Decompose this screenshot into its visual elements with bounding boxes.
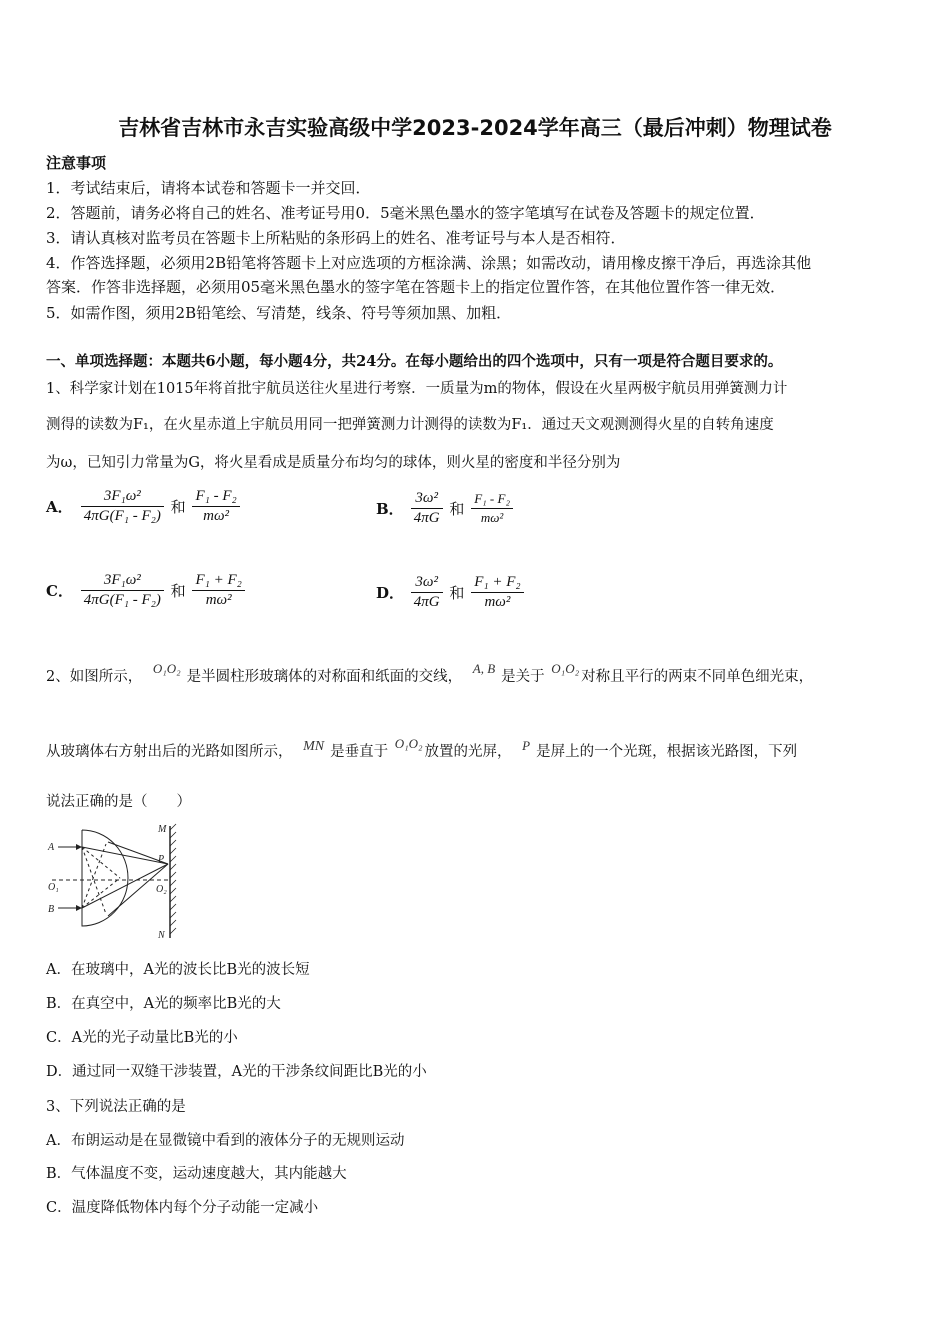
q2-text: 对称且平行的两束不同单色细光束， bbox=[581, 669, 814, 685]
radius-fraction bbox=[192, 488, 239, 525]
q1-option-d bbox=[376, 574, 524, 611]
density-fraction bbox=[411, 574, 443, 611]
q2-text: 是垂直于 bbox=[330, 744, 389, 760]
label-o1: O₁ bbox=[48, 882, 59, 893]
density-fraction bbox=[81, 572, 164, 609]
notice-item: 1．考试结束后，请将本试卷和答题卡一并交回． bbox=[46, 179, 371, 197]
optics-diagram bbox=[46, 822, 186, 942]
exam-title: 吉林省吉林市永吉实验高级中学2023-2024学年高三（最后冲刺）物理试卷 bbox=[118, 116, 832, 140]
fraction-denominator: mω² bbox=[205, 592, 232, 608]
density-fraction bbox=[81, 488, 164, 525]
symbol-o1o2: O₁O₂ bbox=[152, 661, 181, 676]
fraction-numerator: F₁ - F₂ bbox=[471, 491, 513, 509]
label-n: N bbox=[158, 930, 165, 941]
fraction-numerator: F₁ + F₂ bbox=[471, 574, 523, 593]
fraction-denominator: mω² bbox=[480, 510, 504, 525]
q2-option-d: D．通过同一双缝干涉装置，A光的干涉条纹间距比B光的小 bbox=[46, 1064, 427, 1080]
q2-text: 是半圆柱形玻璃体的对称面和纸面的交线， bbox=[186, 669, 463, 685]
arrow-b-icon bbox=[76, 905, 82, 911]
label-o2: O₂ bbox=[156, 884, 167, 895]
fraction-numerator: F₁ + F₂ bbox=[192, 572, 244, 591]
symbol-ab: A, B bbox=[472, 661, 496, 676]
fraction-denominator: mω² bbox=[203, 508, 230, 524]
section-heading: 一、单项选择题：本题共6小题，每小题4分，共24分。在每小题给出的四个选项中，只有一项是符合题目要求的。 bbox=[46, 353, 783, 370]
q2-option-c: C．A光的光子动量比B光的小 bbox=[46, 1030, 238, 1046]
fraction-denominator: 4πG(F₁ - F₂) bbox=[83, 508, 161, 524]
label-p: P bbox=[158, 854, 165, 865]
fraction-denominator: 4πG bbox=[413, 594, 440, 610]
symbol-mn: MN bbox=[303, 739, 325, 754]
label-b: B bbox=[48, 904, 55, 915]
q1-stem-line: 1、科学家计划在1015年将首批宇航员送往火星进行考察．一质量为m的物体，假设在火星两极宇航员用弹簧测力计 bbox=[46, 381, 788, 397]
notice-item: 答案．作答非选择题，必须用05毫米黑色墨水的签字笔在答题卡上的指定位置作答，在其他位置作答一律无效． bbox=[46, 278, 786, 296]
notice-item: 3．请认真核对监考员在答题卡上所粘贴的条形码上的姓名、准考证号与本人是否相符． bbox=[46, 229, 626, 247]
symbol-o1o2: O₁O₂ bbox=[551, 661, 580, 676]
radius-fraction bbox=[471, 491, 513, 526]
option-label: D． bbox=[376, 584, 405, 602]
ray-b-internal bbox=[82, 878, 120, 908]
q2-text: 是关于 bbox=[501, 669, 545, 685]
q3-option-c: C．温度降低物体内每个分子动能一定减小 bbox=[46, 1200, 319, 1216]
and-word: 和 bbox=[449, 500, 465, 518]
q3-option-b: B．气体温度不变，运动速度越大，其内能越大 bbox=[46, 1166, 347, 1182]
density-fraction bbox=[411, 490, 443, 527]
fraction-denominator: 4πG bbox=[413, 510, 440, 526]
fraction-numerator: 3ω² bbox=[411, 490, 443, 509]
q1-stem-line: 测得的读数为F₁，在火星赤道上宇航员用同一把弹簧测力计测得的读数为F₁．通过天文观测测得火星的自转角速度 bbox=[46, 417, 774, 433]
and-word: 和 bbox=[170, 582, 186, 600]
fraction-numerator: 3F₁ω² bbox=[81, 572, 164, 591]
q2-stem-line bbox=[46, 661, 814, 686]
option-label: C． bbox=[46, 582, 73, 600]
arrow-a-icon bbox=[76, 844, 82, 850]
q1-option-b bbox=[376, 490, 513, 527]
ray-a-internal bbox=[82, 847, 120, 878]
q2-text: 是屏上的一个光斑，根据该光路图，下列 bbox=[536, 744, 798, 760]
radius-fraction bbox=[471, 574, 523, 611]
q3-stem: 3、下列说法正确的是 bbox=[46, 1099, 186, 1115]
q2-option-a: A．在玻璃中，A光的波长比B光的波长短 bbox=[46, 962, 310, 978]
q2-option-b: B．在真空中，A光的频率比B光的大 bbox=[46, 996, 281, 1012]
screen-hatch bbox=[170, 824, 176, 934]
q1-stem-line: 为ω，已知引力常量为G，将火星看成是质量分布均匀的球体，则火星的密度和半径分别为 bbox=[46, 455, 621, 471]
and-word: 和 bbox=[170, 498, 186, 516]
fraction-denominator: 4πG(F₁ - F₂) bbox=[83, 592, 161, 608]
q2-text: 从玻璃体右方射出后的光路如图所示， bbox=[46, 744, 293, 760]
q2-text: 放置的光屏， bbox=[424, 744, 512, 760]
notice-heading: 注意事项 bbox=[46, 154, 107, 172]
label-a: A bbox=[48, 842, 55, 853]
q2-stem-line: 说法正确的是（ ） bbox=[46, 794, 191, 810]
q2-stem-line bbox=[46, 736, 798, 761]
q2-text: 2、如图所示， bbox=[46, 669, 143, 685]
q1-option-a bbox=[46, 488, 240, 525]
option-label: A． bbox=[46, 498, 73, 516]
radius-fraction bbox=[192, 572, 244, 609]
notice-item: 5．如需作图，须用2B铅笔绘、写清楚，线条、符号等须加黑、加粗． bbox=[46, 304, 512, 322]
fraction-numerator: 3F₁ω² bbox=[81, 488, 164, 507]
label-m: M bbox=[158, 824, 167, 835]
symbol-p: P bbox=[522, 738, 531, 753]
option-label: B． bbox=[376, 500, 404, 518]
fraction-denominator: mω² bbox=[484, 594, 511, 610]
fraction-numerator: F₁ - F₂ bbox=[192, 488, 239, 507]
q3-option-a: A．布朗运动是在显微镜中看到的液体分子的无规则运动 bbox=[46, 1133, 405, 1149]
notice-item: 4．作答选择题，必须用2B铅笔将答题卡上对应选项的方框涂满、涂黑；如需改动，请用橡皮擦干净后，再选涂其他 bbox=[46, 254, 812, 272]
fraction-numerator: 3ω² bbox=[411, 574, 443, 593]
notice-item: 2．答题前，请务必将自己的姓名、准考证号用0．5毫米黑色墨水的签字笔填写在试卷及答题卡的规定位置． bbox=[46, 204, 765, 222]
q1-option-c bbox=[46, 572, 245, 609]
and-word: 和 bbox=[449, 584, 465, 602]
ray-dashed bbox=[82, 844, 106, 908]
symbol-o1o2: O₁O₂ bbox=[394, 736, 423, 751]
